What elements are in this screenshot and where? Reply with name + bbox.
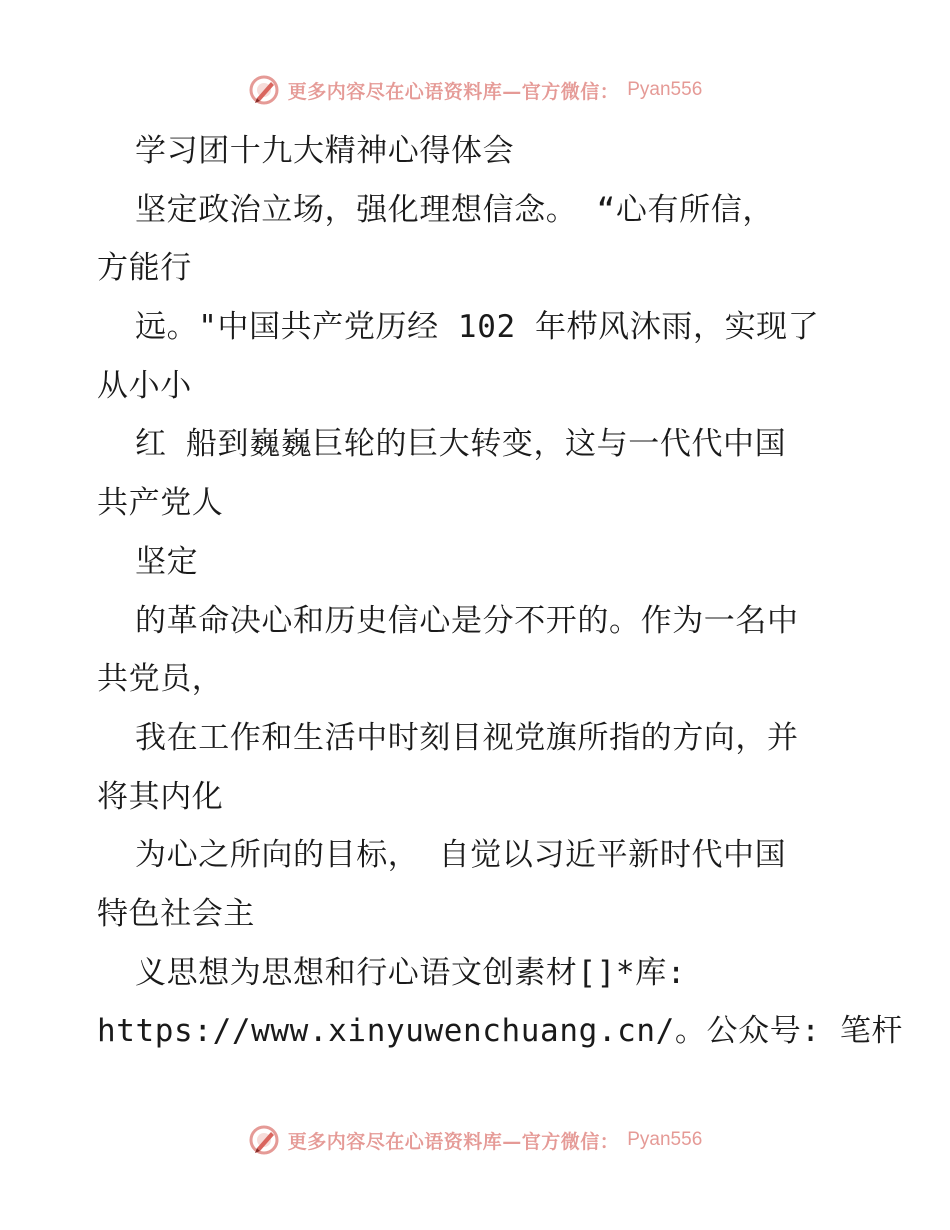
text-line: 红 船到巍巍巨轮的巨大转变，这与一代代中国: [135, 426, 787, 463]
text-line: 远。"中国共产党历经 102 年栉风沐雨，实现了: [135, 309, 820, 346]
text-line: 义思想为思想和行心语文创素材[]*库:: [135, 954, 687, 991]
watermark-contact: Pyan556: [627, 79, 703, 100]
footer-watermark-banner: [0, 1120, 950, 1160]
pen-logo-icon: [248, 1124, 280, 1156]
watermark-contact: Pyan556: [627, 1129, 703, 1150]
text-line: 共党员，: [97, 661, 224, 698]
text-line: 共产党人: [97, 485, 224, 522]
text-line: 将其内化: [97, 778, 224, 815]
document-body: [97, 122, 904, 1061]
text-line: 学习团十九大精神心得体会: [135, 133, 515, 169]
text-line: https://www.xinyuwenchuang.cn/。公众号: 笔杆: [97, 1013, 904, 1050]
watermark-text: 更多内容尽在心语资料库—官方微信：: [287, 1130, 620, 1153]
pen-logo-icon: [248, 74, 280, 106]
text-line: 特色社会主: [97, 895, 255, 932]
text-line: 我在工作和生活中时刻目视党旗所指的方向，并: [135, 719, 799, 756]
header-watermark-banner: [0, 70, 950, 110]
watermark-text: 更多内容尽在心语资料库—官方微信：: [287, 80, 620, 103]
text-line: 坚定政治立场，强化理想信念。 “心有所信，: [135, 191, 774, 228]
text-line: 为心之所向的目标， 自觉以习近平新时代中国: [135, 837, 787, 874]
text-line: 的革命决心和历史信心是分不开的。作为一名中: [135, 602, 799, 639]
text-line: 方能行: [97, 250, 192, 287]
text-line: 从小小: [97, 367, 192, 404]
text-line: 坚定: [135, 543, 199, 580]
